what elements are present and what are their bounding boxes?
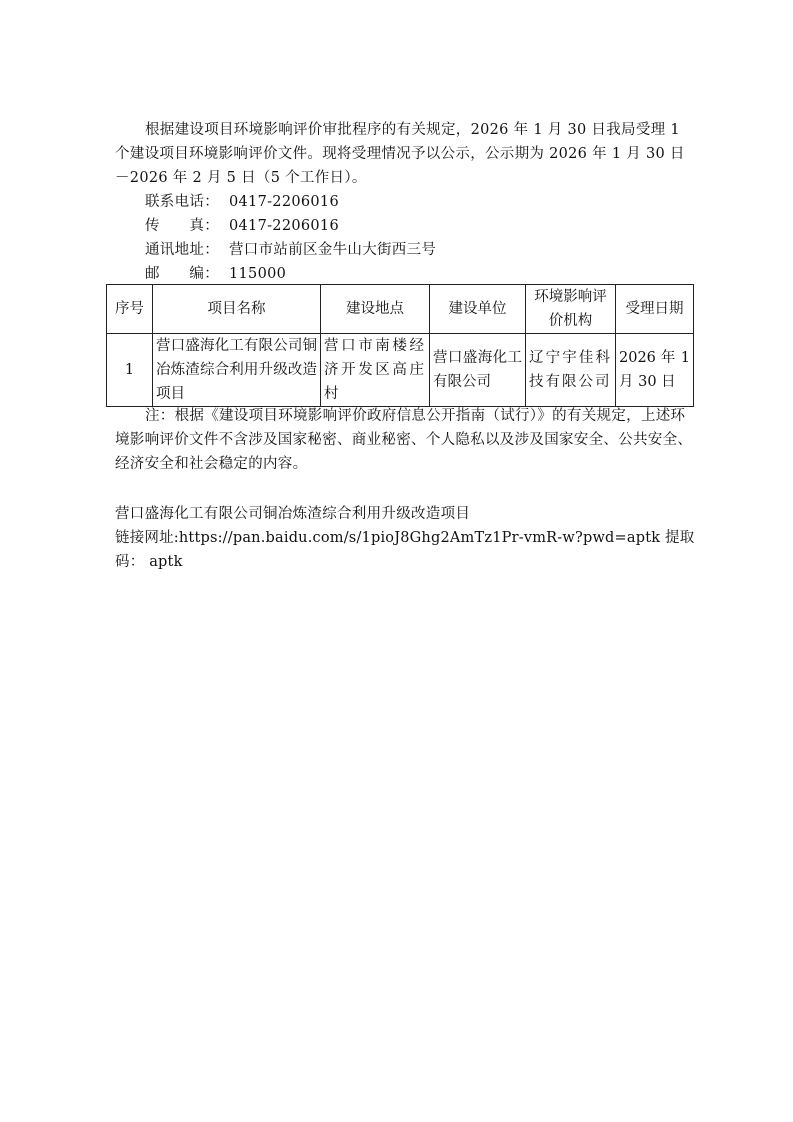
- contact-fax: [145, 214, 339, 238]
- fax-label: 传 真：: [145, 218, 219, 234]
- cell-date: 2026 年 1 月 30 日: [616, 334, 694, 407]
- intro-paragraph: 根据建设项目环境影响评价审批程序的有关规定，2026 年 1 月 30 日我局受理 1 个建设项目环境影响评价文件。现将受理情况予以公示，公示期为 2026 年 1 月 30 日－2026 年 2 月 5 日（5 个工作日）。: [115, 122, 685, 186]
- header-date: 受理日期: [616, 285, 694, 334]
- address-label: 通讯地址：: [145, 242, 219, 258]
- table-row: [107, 334, 694, 407]
- download-link[interactable]: 链接网址:https://pan.baidu.com/s/1pioJ8Ghg2AmTz1Pr-vmR-w?pwd=aptk 提取码： aptk: [115, 530, 695, 570]
- address-value: 营口市站前区金牛山大街西三号: [229, 242, 437, 258]
- phone-value: 0417-2206016: [229, 194, 339, 210]
- table-header-row: [107, 285, 694, 334]
- phone-label: 联系电话：: [145, 194, 219, 210]
- cell-agency: 辽宁宇佳科技有限公司: [526, 334, 616, 407]
- contact-phone: [145, 190, 339, 214]
- contact-address: [145, 238, 436, 262]
- project-title: 营口盛海化工有限公司铜冶炼渣综合利用升级改造项目: [115, 506, 471, 522]
- project-table: [106, 284, 694, 407]
- cell-location: 营口市南楼经济开发区高庄村: [321, 334, 430, 407]
- fax-value: 0417-2206016: [229, 218, 339, 234]
- cell-builder: 营口盛海化工有限公司: [430, 334, 526, 407]
- header-location: 建设地点: [321, 285, 430, 334]
- header-builder: 建设单位: [430, 285, 526, 334]
- postcode-label: 邮 编：: [145, 266, 219, 282]
- note-paragraph: 注：根据《建设项目环境影响评价政府信息公开指南（试行）》的有关规定，上述环境影响评价文件不含涉及国家秘密、商业秘密、个人隐私以及涉及国家安全、公共安全、经济安全和社会稳定的内容。: [115, 408, 693, 472]
- cell-no: 1: [107, 334, 153, 407]
- header-agency: 环境影响评价机构: [526, 285, 616, 334]
- cell-name: 营口盛海化工有限公司铜冶炼渣综合利用升级改造项目: [153, 334, 321, 407]
- contact-postcode: [145, 262, 286, 286]
- header-no: 序号: [107, 285, 153, 334]
- header-name: 项目名称: [153, 285, 321, 334]
- postcode-value: 115000: [229, 266, 287, 282]
